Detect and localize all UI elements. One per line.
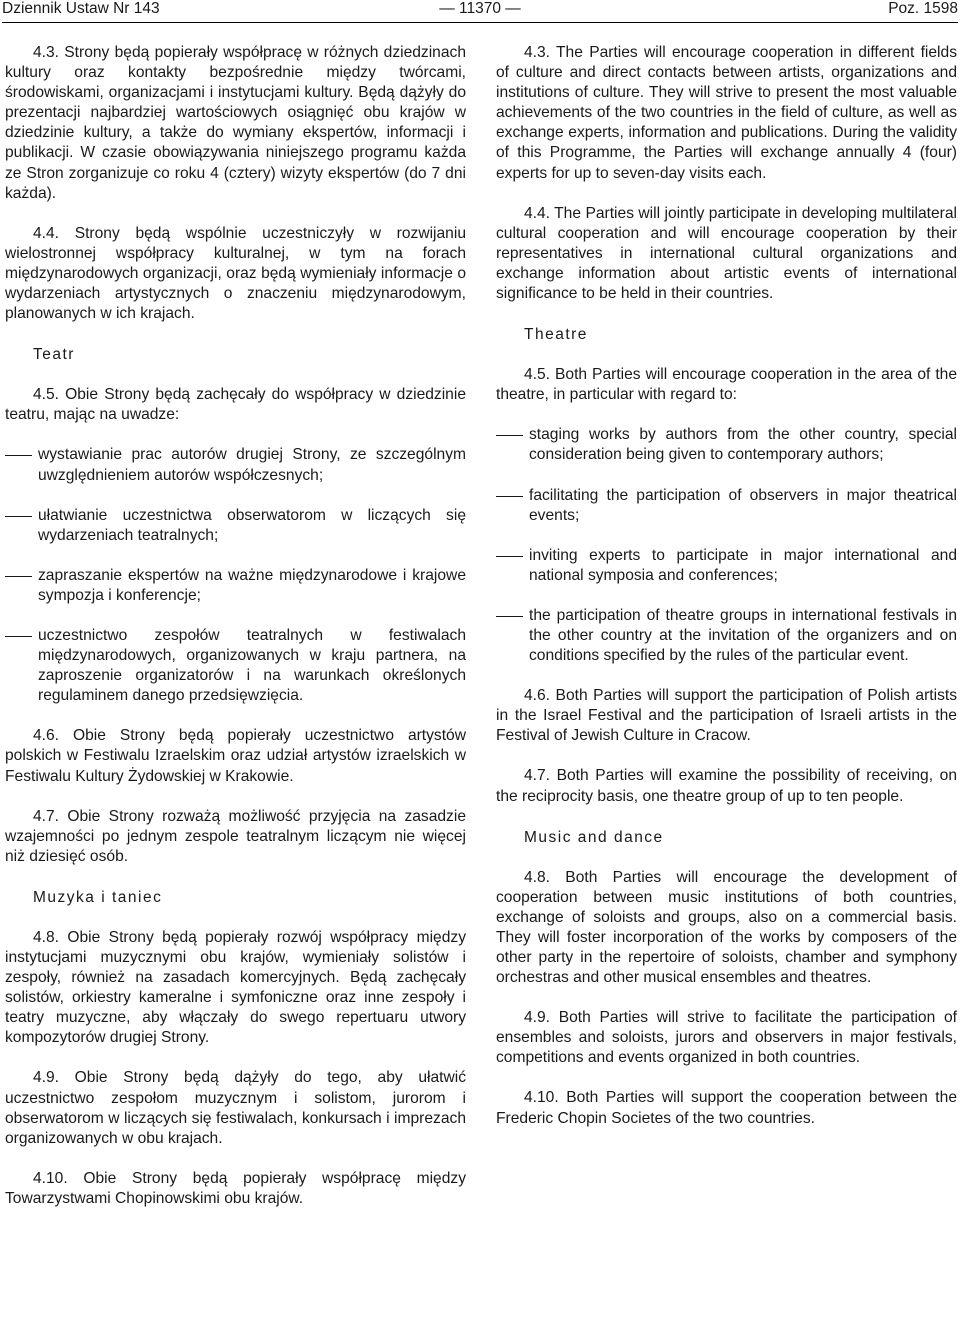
paragraph-4-5: 4.5. Obie Strony będą zachęcały do współpracy w dziedzinie teatru, mając na uwadze: [5, 386, 466, 424]
list-item: inviting experts to participate in major international and national symposia and conferences; [496, 546, 957, 586]
paragraph-4-8: 4.8. Both Parties will encourage the development of cooperation between music institutions of both countries, exchange of soloists and groups, also on a commercial basis. They will foster incorporation of the works by composers of the other party in the repertoire of soloists, chamber and symphony orchestras and other musical ensembles and theatres. [496, 868, 957, 987]
theatre-list [496, 425, 957, 666]
paragraph-4-7: 4.7. Both Parties will examine the possibility of receiving, on the reciprocity basis, one theatre group of up to ten people. [496, 767, 957, 805]
paragraph-4-8: 4.8. Obie Strony będą popierały rozwój współpracy między instytucjami muzycznymi obu krajów, wymieniały solistów i zespoły, również na zasadach komercyjnych. Będą zachęcały solistów, orkiestry kameralne i symfoniczne oraz inne zespoły i teatry muzyczne, aby włączały do swego repertuaru utwory kompozytorów drugiej Strony. [5, 928, 466, 1047]
position-number: Poz. 1598 [888, 0, 958, 17]
journal-title: Dziennik Ustaw Nr 143 [2, 0, 160, 17]
section-heading-theatre: Teatr [33, 346, 75, 364]
paragraph-4-3: 4.3. Strony będą popierały współpracę w różnych dziedzinach kultury oraz kontakty bezpośrednie między twórcami, środowiskami, organizacjami i instytucjami kultury. Będą dążyły do prezentacji najbardziej wartościowych osiągnięć obu krajów w dziedzinie kultury, a także do wymiany ekspertów, informacji i publikacji. W czasie obowiązywania niniejszego programu każda ze Stron zorganizuje co roku 4 (cztery) wizyty ekspertów (do 7 dni każda). [5, 44, 466, 202]
list-item: wystawianie prac autorów drugiej Strony, ze szczególnym uwzględnieniem autorów współczesnych; [5, 445, 466, 485]
section-heading-theatre: Theatre [524, 326, 588, 344]
list-item: facilitating the participation of observers in major theatrical events; [496, 486, 957, 526]
paragraph-4-6: 4.6. Both Parties will support the participation of Polish artists in the Israel Festival and the participation of Israeli artists in the Festival of Jewish Culture in Cracow. [496, 687, 957, 745]
list-item: zapraszanie ekspertów na ważne międzynarodowe i krajowe sympozja i konferencje; [5, 566, 466, 606]
paragraph-4-10: 4.10. Both Parties will support the cooperation between the Frederic Chopin Societes of the two countries. [496, 1089, 957, 1127]
theatre-list [5, 445, 466, 706]
page-number: — 11370 — [439, 0, 521, 17]
two-column-body [0, 43, 960, 1209]
section-heading-music: Muzyka i taniec [33, 888, 163, 906]
paragraph-4-4: 4.4. Strony będą wspólnie uczestniczyły w rozwijaniu wielostronnej współpracy kulturalnej, w tym na forach międzynarodowych organizacji, oraz będą wymieniały informacje o wydarzeniach artystycznych o znaczeniu międzynarodowym, planowanych w ich krajach. [5, 224, 466, 323]
paragraph-4-5: 4.5. Both Parties will encourage cooperation in the area of the theatre, in particular with regard to: [496, 366, 957, 404]
list-item: the participation of theatre groups in international festivals in the other country at the invitation of the organizers and on conditions specified by the rules of the particular event. [496, 606, 957, 666]
section-heading-music: Music and dance [524, 828, 664, 846]
paragraph-4-4: 4.4. The Parties will jointly participate in developing multilateral cultural cooperation and will encourage cooperation by their representatives in international cultural organizations and exchange information about artistic events of international significance to be held in their countries. [496, 204, 957, 303]
page-header [2, 0, 958, 23]
paragraph-4-3: 4.3. The Parties will encourage cooperation in different fields of culture and direct contacts between artists, organizations and institutions of culture. They will strive to present the most valuable achievements of the two countries in the field of culture, as well as exchange experts, information and publications. During the validity of this Programme, the Parties will exchange annually 4 (four) experts for up to seven-day visits each. [496, 44, 957, 182]
paragraph-4-7: 4.7. Obie Strony rozważą możliwość przyjęcia na zasadzie wzajemności po jednym zespole teatralnym liczącym nie więcej niż dziesięć osób. [5, 807, 466, 865]
polish-column [5, 43, 466, 1209]
paragraph-4-6: 4.6. Obie Strony będą popierały uczestnictwo artystów polskich w Festiwalu Izraelskim oraz udział artystów izraelskich w Festiwalu Kultury Żydowskiej w Krakowie. [5, 727, 466, 785]
list-item: uczestnictwo zespołów teatralnych w festiwalach międzynarodowych, organizowanych w kraju partnera, na zaproszenie organizatorów i na warunkach określonych regulaminem danego przedsięwzięcia. [5, 626, 466, 706]
english-column [496, 43, 957, 1209]
list-item: ułatwianie uczestnictwa obserwatorom w liczących się wydarzeniach teatralnych; [5, 506, 466, 546]
paragraph-4-9: 4.9. Obie Strony będą dążyły do tego, aby ułatwić uczestnictwo zespołom muzycznym i solistom, jurorom i obserwatorom w liczących się festiwalach, konkursach i imprezach organizowanych w obu krajach. [5, 1069, 466, 1147]
paragraph-4-9: 4.9. Both Parties will strive to facilitate the participation of ensembles and soloists, jurors and observers in major festivals, competitions and events organized in both countries. [496, 1009, 957, 1067]
list-item: staging works by authors from the other country, special consideration being given to contemporary authors; [496, 425, 957, 465]
paragraph-4-10: 4.10. Obie Strony będą popierały współpracę między Towarzystwami Chopinowskimi obu krajów. [5, 1169, 466, 1207]
